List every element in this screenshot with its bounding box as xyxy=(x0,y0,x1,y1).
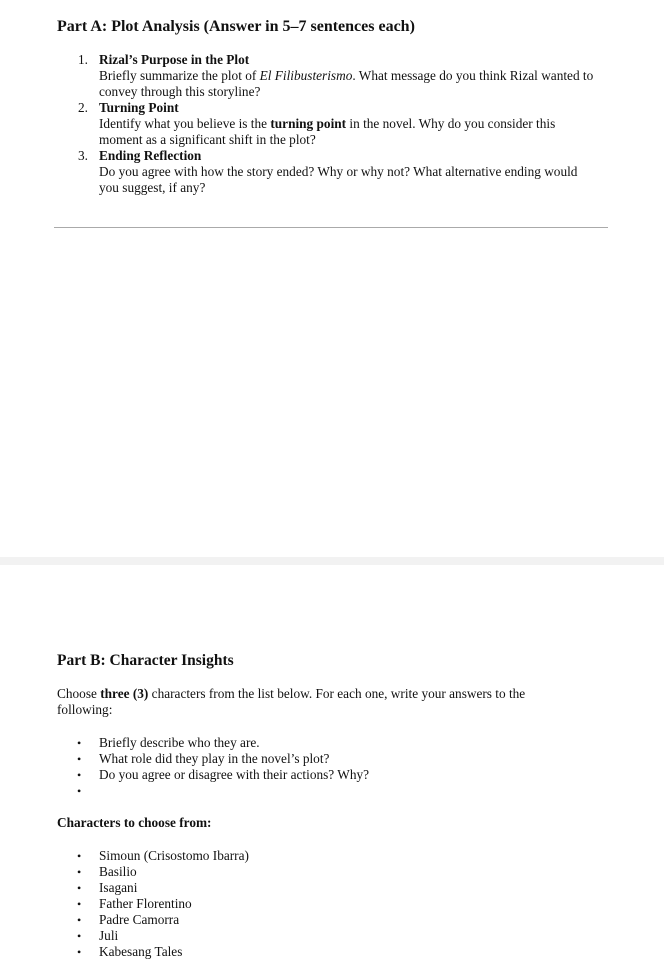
character-name: Kabesang Tales xyxy=(99,944,183,959)
instructions-text: characters from the list below. For each one, write your answers to the following: xyxy=(57,686,526,717)
emphasis-text: turning point xyxy=(270,116,347,131)
bullet-icon: • xyxy=(77,897,82,911)
bullet-icon: • xyxy=(77,784,82,798)
character-item xyxy=(77,928,249,944)
character-name: Padre Camorra xyxy=(99,912,180,927)
part-b-instructions xyxy=(57,686,562,718)
characters-list xyxy=(57,848,249,960)
character-item xyxy=(77,864,249,880)
characters-heading: Characters to choose from: xyxy=(57,815,212,830)
question-item xyxy=(78,52,599,100)
list-item xyxy=(77,735,369,751)
list-item-empty xyxy=(77,783,369,799)
bullet-icon: • xyxy=(77,768,82,782)
character-name: Juli xyxy=(99,928,119,943)
page-break xyxy=(0,557,664,565)
bullet-icon: • xyxy=(77,865,82,879)
list-item-text: Briefly describe who they are. xyxy=(99,735,260,750)
list-item xyxy=(77,751,369,767)
question-body-text: in the novel. Why do you consider this moment as a significant shift in the plot? xyxy=(99,116,556,147)
question-number: 2. xyxy=(78,100,88,115)
question-body xyxy=(99,116,599,148)
bullet-icon: • xyxy=(77,752,82,766)
question-body: Do you agree with how the story ended? Why or why not? What alternative ending would you suggest, if any? xyxy=(99,164,578,195)
novel-title: El Filibusterismo xyxy=(259,68,353,83)
question-title: Turning Point xyxy=(99,100,179,115)
plot-analysis-questions xyxy=(57,52,599,196)
bullet-icon: • xyxy=(77,736,82,750)
question-item xyxy=(78,100,599,148)
character-item xyxy=(77,944,249,960)
character-name: Father Florentino xyxy=(99,896,192,911)
list-item xyxy=(77,767,370,783)
character-item xyxy=(77,912,249,928)
bullet-icon: • xyxy=(77,929,82,943)
character-item xyxy=(77,896,249,912)
bullet-icon: • xyxy=(77,945,82,959)
bullet-icon: • xyxy=(77,881,82,895)
character-name: Basilio xyxy=(99,864,137,879)
question-title: Ending Reflection xyxy=(99,148,202,163)
question-body xyxy=(99,68,599,100)
part-a-heading: Part A: Plot Analysis (Answer in 5–7 sentences each) xyxy=(57,18,415,35)
instructions-text: Choose xyxy=(57,686,101,701)
list-item-text: Do you agree or disagree with their actions? Why? xyxy=(99,767,370,782)
question-item xyxy=(78,148,599,196)
page-2 xyxy=(0,565,664,975)
character-prompts-list xyxy=(57,735,369,799)
emphasis-text: three (3) xyxy=(100,686,149,701)
question-title: Rizal’s Purpose in the Plot xyxy=(99,52,250,67)
character-item xyxy=(77,880,249,896)
question-body-text: . What message do you think Rizal wanted to convey through this storyline? xyxy=(99,68,594,99)
question-number: 3. xyxy=(78,148,88,163)
question-body-text: Identify what you believe is the xyxy=(99,116,271,131)
character-name: Isagani xyxy=(99,880,138,895)
list-item-text: What role did they play in the novel’s plot? xyxy=(99,751,330,766)
character-name: Simoun (Crisostomo Ibarra) xyxy=(99,848,249,863)
bullet-icon: • xyxy=(77,849,82,863)
bullet-icon: • xyxy=(77,913,82,927)
character-item xyxy=(77,848,249,864)
horizontal-rule xyxy=(54,227,608,228)
question-number: 1. xyxy=(78,52,88,67)
part-b-heading: Part B: Character Insights xyxy=(57,652,234,669)
question-body-text: Briefly summarize the plot of xyxy=(99,68,260,83)
